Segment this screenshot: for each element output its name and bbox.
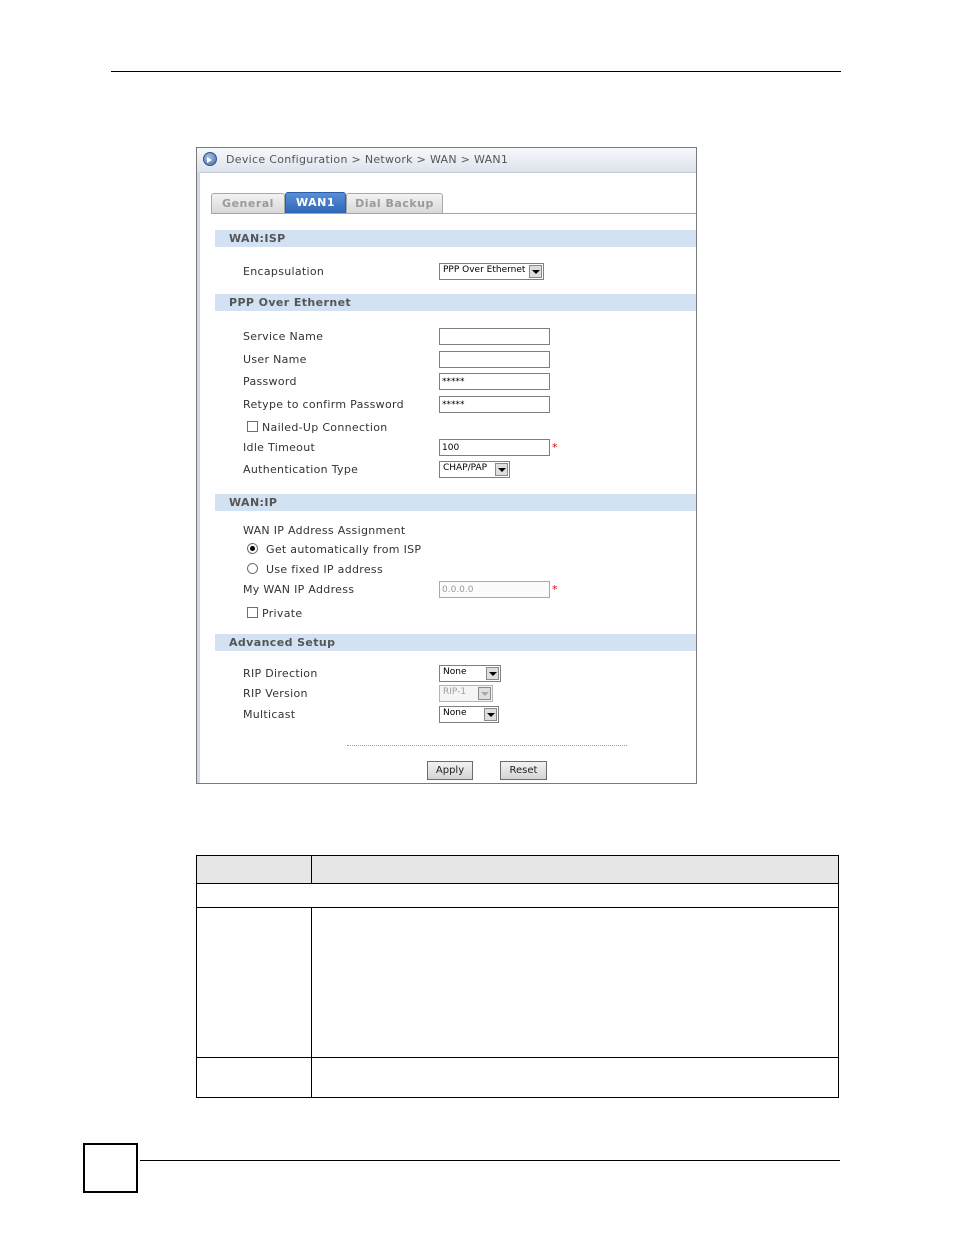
retype-password-input[interactable] bbox=[439, 396, 550, 413]
user-name-label: User Name bbox=[243, 353, 307, 366]
rip-direction-value: None bbox=[443, 667, 467, 677]
my-wan-ip-label: My WAN IP Address bbox=[243, 583, 355, 596]
encapsulation-value: PPP Over Ethernet bbox=[443, 265, 526, 275]
section-title-advanced-setup: Advanced Setup bbox=[229, 636, 336, 649]
section-title-wan-ip: WAN:IP bbox=[229, 496, 278, 509]
section-advanced-setup bbox=[215, 634, 696, 651]
section-wan-ip bbox=[215, 494, 696, 511]
radio-use-fixed-ip[interactable] bbox=[247, 563, 258, 574]
idle-timeout-input[interactable] bbox=[439, 439, 550, 456]
encapsulation-select[interactable] bbox=[439, 263, 544, 280]
table-header bbox=[197, 856, 838, 884]
apply-button[interactable]: Apply bbox=[427, 761, 473, 780]
tab-general[interactable]: General bbox=[211, 193, 285, 213]
rip-version-select[interactable] bbox=[439, 685, 493, 702]
get-automatically-label: Get automatically from ISP bbox=[266, 543, 422, 556]
rip-direction-label: RIP Direction bbox=[243, 667, 318, 680]
chevron-down-icon bbox=[486, 667, 499, 680]
my-wan-ip-input[interactable] bbox=[439, 581, 550, 598]
radio-get-automatically[interactable] bbox=[247, 543, 258, 554]
retype-password-label: Retype to confirm Password bbox=[243, 398, 404, 411]
service-name-input[interactable] bbox=[439, 328, 550, 345]
button-divider bbox=[347, 745, 627, 746]
table-row-divider bbox=[197, 907, 838, 908]
rip-version-value: RIP-1 bbox=[443, 687, 467, 697]
use-fixed-ip-label: Use fixed IP address bbox=[266, 563, 383, 576]
page-number-box bbox=[83, 1143, 138, 1193]
section-wan-isp bbox=[215, 230, 696, 247]
service-name-label: Service Name bbox=[243, 330, 324, 343]
table-header-column-divider bbox=[311, 856, 312, 883]
chevron-down-icon bbox=[495, 463, 508, 476]
chevron-down-icon bbox=[484, 708, 497, 721]
wan-ip-assignment-label: WAN IP Address Assignment bbox=[243, 524, 406, 537]
navigation-arrow-icon bbox=[203, 152, 217, 166]
multicast-select[interactable] bbox=[439, 706, 499, 723]
multicast-label: Multicast bbox=[243, 708, 296, 721]
my-wan-ip-required-marker: * bbox=[552, 583, 558, 596]
private-checkbox[interactable] bbox=[247, 607, 258, 618]
wan1-config-screenshot bbox=[196, 147, 697, 784]
idle-timeout-required-marker: * bbox=[552, 441, 558, 454]
rip-direction-select[interactable] bbox=[439, 665, 501, 682]
table-column-divider bbox=[311, 908, 312, 1097]
breadcrumb-bar bbox=[197, 148, 696, 173]
password-label: Password bbox=[243, 375, 297, 388]
section-title-pppoe: PPP Over Ethernet bbox=[229, 296, 352, 309]
breadcrumb: Device Configuration > Network > WAN > WAN1 bbox=[226, 153, 509, 166]
authentication-type-value: CHAP/PAP bbox=[443, 463, 488, 473]
authentication-type-select[interactable] bbox=[439, 461, 510, 478]
page-header-rule bbox=[111, 71, 841, 72]
private-label: Private bbox=[262, 607, 303, 620]
tab-wan1[interactable]: WAN1 bbox=[285, 192, 346, 213]
password-input[interactable] bbox=[439, 373, 550, 390]
description-table bbox=[196, 855, 839, 1098]
chevron-down-icon bbox=[478, 687, 491, 700]
chevron-down-icon bbox=[529, 265, 542, 278]
tab-dial-backup[interactable]: Dial Backup bbox=[346, 193, 443, 213]
frame-left-border bbox=[197, 172, 200, 784]
section-pppoe bbox=[215, 294, 696, 311]
rip-version-label: RIP Version bbox=[243, 687, 308, 700]
section-title-wan-isp: WAN:ISP bbox=[229, 232, 286, 245]
multicast-value: None bbox=[443, 708, 467, 718]
nailed-up-checkbox[interactable] bbox=[247, 421, 258, 432]
authentication-type-label: Authentication Type bbox=[243, 463, 359, 476]
nailed-up-label: Nailed-Up Connection bbox=[262, 421, 388, 434]
tab-underline bbox=[211, 213, 696, 214]
table-row-divider bbox=[197, 1057, 838, 1058]
reset-button[interactable]: Reset bbox=[500, 761, 547, 780]
user-name-input[interactable] bbox=[439, 351, 550, 368]
idle-timeout-label: Idle Timeout bbox=[243, 441, 316, 454]
page-footer-rule bbox=[140, 1160, 840, 1161]
encapsulation-label: Encapsulation bbox=[243, 265, 325, 278]
